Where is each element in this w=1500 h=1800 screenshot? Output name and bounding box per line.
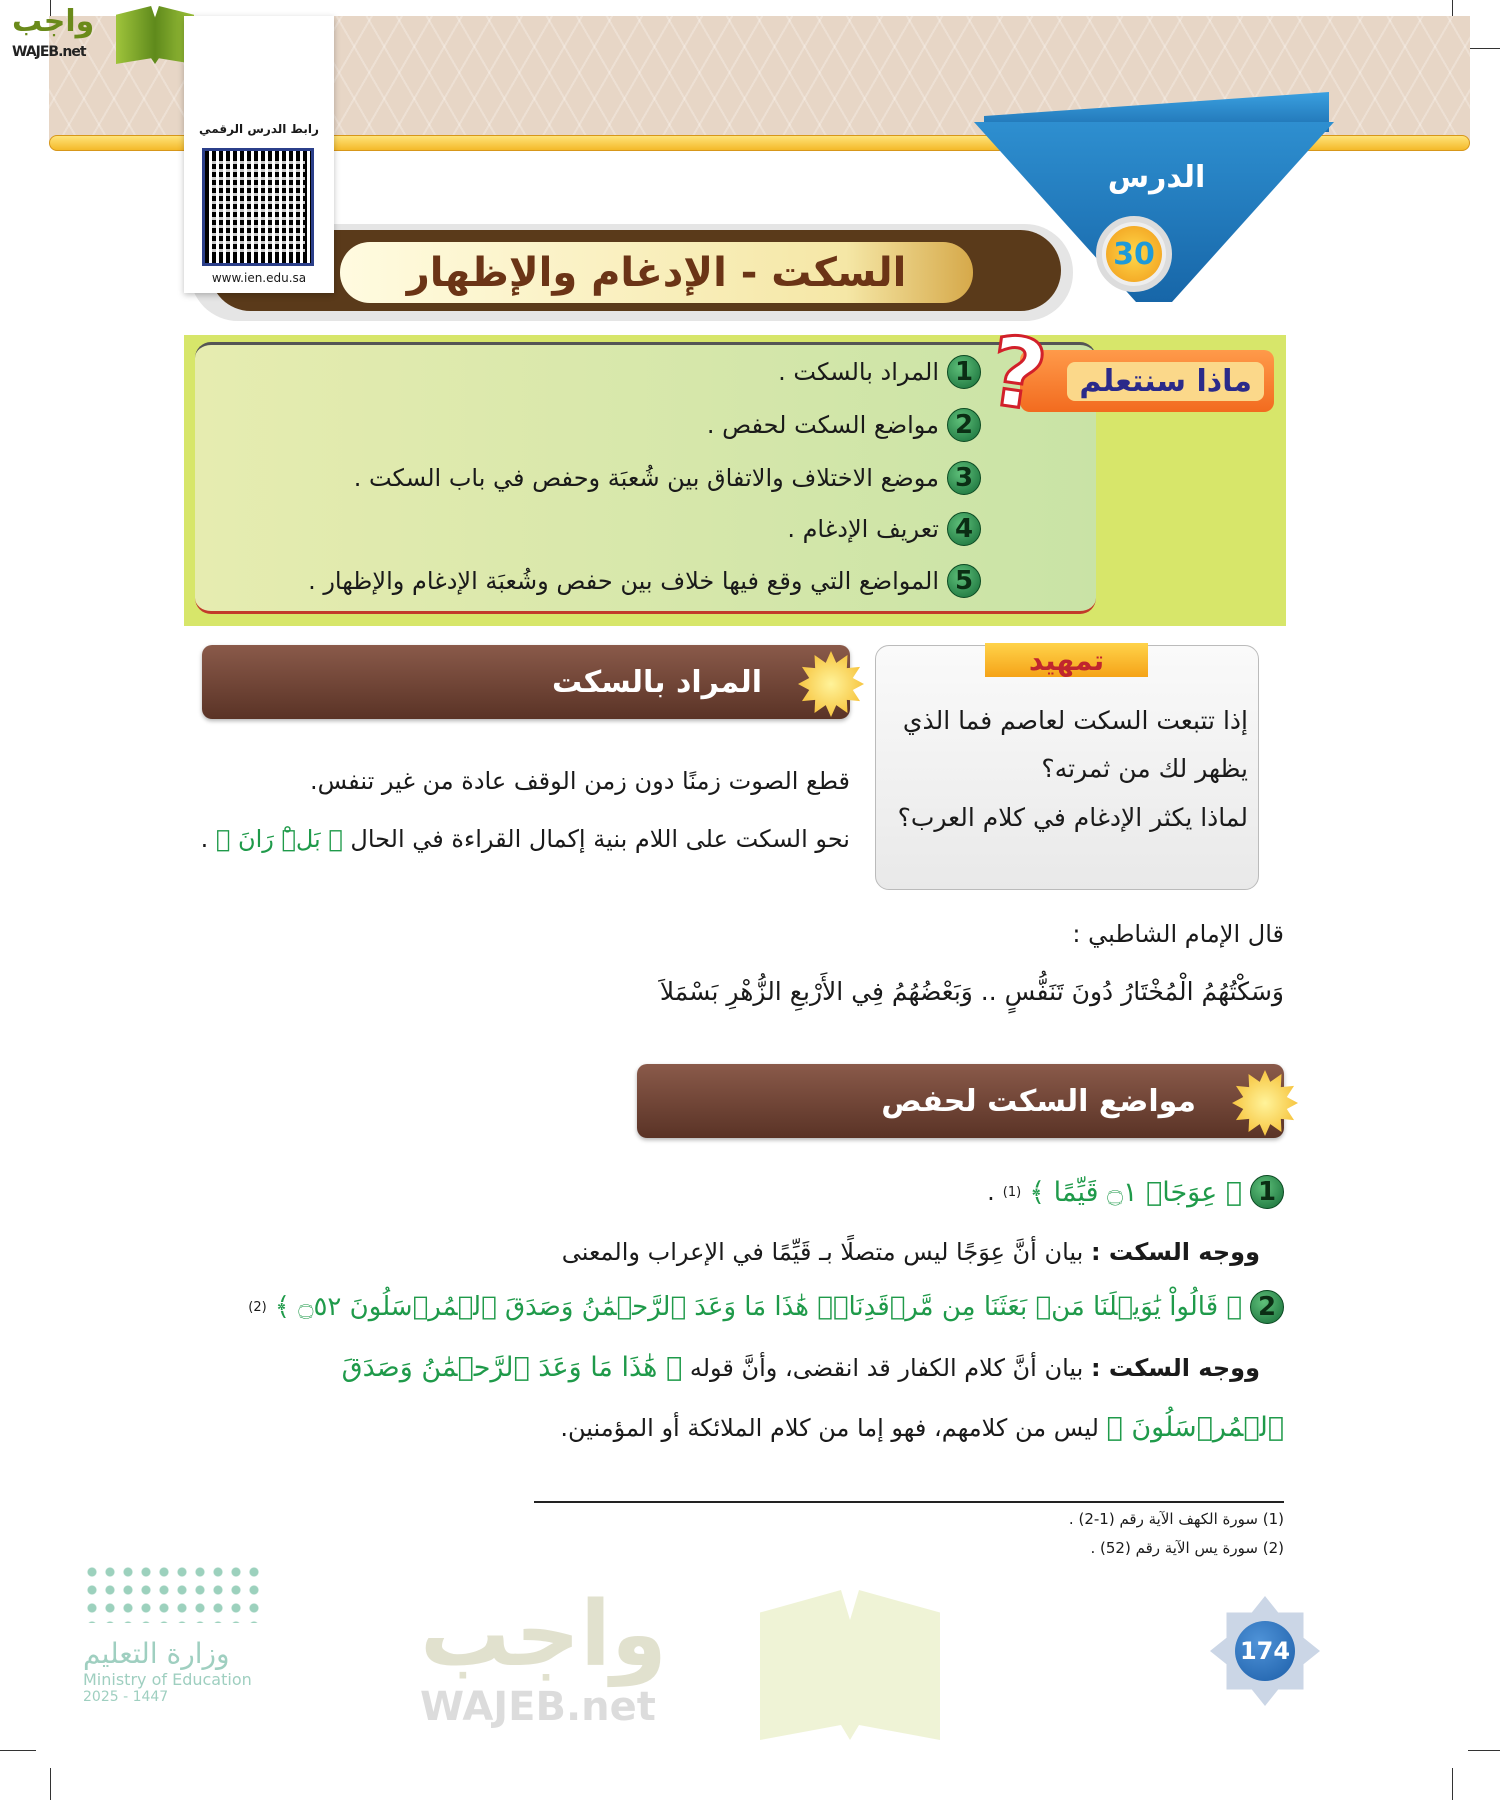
- ministry-year: 2025 - 1447: [83, 1689, 169, 1705]
- position-item: [248, 1290, 1284, 1324]
- number-badge: 2: [1250, 1290, 1284, 1324]
- section-title: المراد بالسكت: [552, 664, 762, 700]
- reason-text: ليس من كلامهم، فهو إما من كلام الملائكة أو المؤمنين.: [560, 1414, 1099, 1442]
- footnote-ref[interactable]: (1): [1002, 1184, 1022, 1200]
- section-header-hafs-positions: [637, 1064, 1284, 1138]
- sakt-definition: قطع الصوت زمنًا دون زمن الوقف عادة من غير تنفس.: [309, 767, 850, 795]
- lesson-label: الدرس: [1107, 160, 1206, 195]
- sakt-reason-cont: [560, 1412, 1284, 1443]
- logo-latin: WAJEB.net: [12, 44, 86, 60]
- lesson-title: السكت - الإدغام والإظهار: [340, 242, 973, 303]
- number-badge: 3: [947, 461, 981, 495]
- number-badge: 2: [947, 408, 981, 442]
- number-badge: 4: [947, 512, 981, 546]
- crop-mark: [1452, 1768, 1453, 1800]
- watermark-latin: WAJEB.net: [420, 1684, 656, 1730]
- objective-item: [308, 564, 981, 598]
- sun-icon: [1232, 1070, 1298, 1136]
- objective-text: المراد بالسكت .: [778, 358, 939, 386]
- quran-verse: ﴿ عِوَجَاۜ ۝١ قَيِّمًا ﴾: [1029, 1176, 1242, 1208]
- crop-mark: [1468, 1750, 1500, 1751]
- watermark-book-icon: [760, 1590, 940, 1740]
- logo-arabic: واجب: [12, 4, 95, 39]
- objective-item: [778, 355, 981, 389]
- sun-icon: [798, 651, 864, 717]
- quran-verse: ﴿ هَٰذَا مَا وَعَدَ ٱلرَّحۡمَٰنُ وَصَدَقَ: [341, 1352, 683, 1383]
- reason-label: ووجه السكت :: [1090, 1354, 1260, 1382]
- quran-verse: ﴿ قَالُواْ يَٰوَيۡلَنَا مَنۢ بَعَثَنَا مِن مَّرۡقَدِنَاۜۗ هَٰذَا مَا وَعَدَ ٱلرَّحۡمَٰنُ وَصَدَقَ ٱلۡمُرۡسَلُونَ ۝٥٢ ﴾: [274, 1292, 1242, 1322]
- lesson-banner: [964, 92, 1349, 310]
- shatibi-intro: قال الإمام الشاطبي :: [1072, 920, 1284, 948]
- footnote: (2) سورة يس الآية رقم (52) .: [1090, 1539, 1284, 1557]
- example-suffix: .: [200, 825, 209, 853]
- section-title: مواضع السكت لحفص: [881, 1083, 1196, 1119]
- qr-url[interactable]: www.ien.edu.sa: [211, 271, 307, 285]
- shatibi-verse: وَسَكْتُهُمُ الْمُخْتَارُ دُونَ تَنَفُّسٍ .. وَبَعْضُهُمُ فِي الأَرْبعِ الزُّهْرِ بَسْمَلاَ: [659, 977, 1284, 1006]
- book-icon: [116, 6, 194, 64]
- intro-line: يظهر لك من ثمرته؟: [1041, 754, 1248, 783]
- reason-label: ووجه السكت :: [1090, 1238, 1260, 1266]
- ministry-arabic: وزارة التعليم: [83, 1637, 230, 1670]
- qr-card: [184, 16, 334, 293]
- watermark: [420, 1582, 667, 1730]
- introduction-box: [875, 645, 1259, 890]
- ministry-english: Ministry of Education: [83, 1670, 252, 1689]
- qr-label: رابط الدرس الرقمي: [199, 122, 319, 136]
- sakt-reason: [342, 1352, 1260, 1383]
- example-text: نحو السكت على اللام بنية إكمال القراءة في الحال: [350, 825, 850, 853]
- section-header-meaning: [202, 645, 850, 719]
- footnote-ref[interactable]: (2): [248, 1299, 267, 1315]
- ministry-dots-icon: [83, 1563, 263, 1623]
- page-number: 174: [1235, 1621, 1295, 1681]
- objective-item: [354, 461, 981, 495]
- intro-line: لماذا يكثر الإدغام في كلام العرب؟: [897, 803, 1248, 832]
- quran-verse: ﴿ بَلْۜ رَانَ ﴾: [215, 825, 343, 853]
- crop-mark: [0, 1750, 36, 1751]
- reason-text: بيان أنَّ كلام الكفار قد انقضى، وأنَّ قوله: [689, 1354, 1084, 1382]
- quran-verse: ٱلۡمُرۡسَلُونَ ﴾: [1106, 1412, 1284, 1443]
- crop-mark: [1468, 48, 1500, 49]
- sakt-reason: [562, 1238, 1260, 1266]
- punctuation: .: [987, 1178, 995, 1206]
- footnote: (1) سورة الكهف الآية رقم (1-2) .: [1068, 1510, 1284, 1528]
- position-item: [987, 1175, 1284, 1209]
- number-badge: 1: [947, 355, 981, 389]
- watermark-arabic: واجب: [420, 1582, 667, 1687]
- introduction-label: تمهيد: [985, 643, 1148, 677]
- objective-text: موضع الاختلاف والاتفاق بين شُعبَة وحفص في باب السكت .: [353, 464, 939, 492]
- objective-text: مواضع السكت لحفص .: [706, 411, 939, 439]
- what-we-learn-label: ماذا سنتعلم: [1067, 362, 1264, 401]
- lesson-number-badge: [1096, 216, 1172, 292]
- wajeb-logo[interactable]: [8, 4, 193, 64]
- reason-text: بيان أنَّ عِوَجًا ليس متصلًا بـ قَيِّمًا في الإعراب والمعنى: [561, 1238, 1084, 1266]
- objective-text: تعريف الإدغام .: [787, 515, 939, 543]
- what-we-learn-tag: [1020, 350, 1274, 412]
- objective-item: [787, 512, 981, 546]
- crop-mark: [50, 1768, 51, 1800]
- lesson-number: 30: [1106, 226, 1162, 282]
- ministry-logo: [83, 1563, 268, 1723]
- intro-line: إذا تتبعت السكت لعاصم فما الذي: [902, 706, 1248, 735]
- objective-item: [707, 408, 981, 442]
- footnote-divider: [534, 1501, 1284, 1503]
- number-badge: 1: [1250, 1175, 1284, 1209]
- qr-code[interactable]: [202, 148, 314, 266]
- sakt-example: [201, 825, 850, 853]
- question-mark-icon: ?: [982, 314, 1054, 434]
- objective-text: المواضع التي وقع فيها خلاف بين حفص وشُعبَة الإدغام والإظهار .: [308, 567, 939, 595]
- number-badge: 5: [947, 564, 981, 598]
